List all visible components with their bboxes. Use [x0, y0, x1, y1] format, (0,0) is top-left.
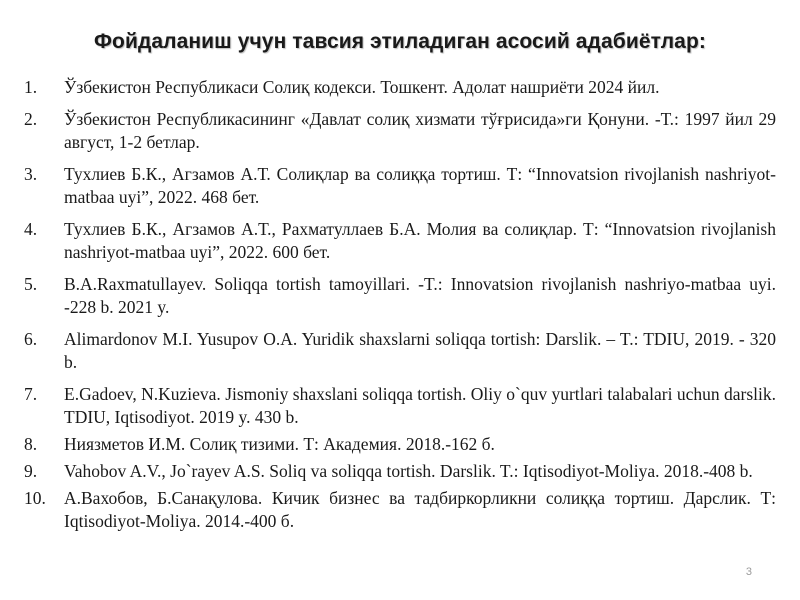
reference-item — [24, 76, 776, 99]
reference-text: B.A.Raxmatullayev. Soliqqa tortish tamoyillari. -T.: Innovatsion rivojlanish nashriyo-matbaa uyi. -228 b. 2021 y. — [64, 274, 776, 317]
reference-text: Ўзбекистон Республикасининг «Давлат солиқ хизмати тўғрисида»ги Қонуни. -Т.: 1997 йил 29 август, 1-2 бетлар. — [64, 109, 776, 152]
reference-item — [24, 108, 776, 154]
reference-number: 9. — [24, 461, 38, 481]
reference-item — [24, 383, 776, 429]
reference-item — [24, 163, 776, 209]
reference-text: Alimardonov M.I. Yusupov O.A. Yuridik shaxslarni soliqqa tortish: Darslik. – T.: TDIU, 2019. - 320 b. — [64, 329, 776, 372]
reference-number: 3. — [24, 164, 38, 184]
reference-number: 2. — [24, 109, 38, 129]
reference-number: 10. — [24, 488, 46, 508]
reference-number: 6. — [24, 329, 38, 349]
reference-number: 7. — [24, 384, 38, 404]
reference-item — [24, 460, 776, 483]
reference-number: 5. — [24, 274, 38, 294]
reference-text: Vahobov A.V., Jo`rayev A.S. Soliq va soliqqa tortish. Darslik. T.: Iqtisodiyot-Moliya. 2018.-408 b. — [64, 461, 753, 481]
reference-item — [24, 433, 776, 456]
reference-text: Тухлиев Б.К., Агзамов А.Т. Солиқлар ва солиққа тортиш. Т: “Innovatsion rivojlanish nashriyot-matbaa uyi”, 2022. 468 бет. — [64, 164, 776, 207]
slide-title: Фойдаланиш учун тавсия этиладиган асосий адабиётлар: — [94, 30, 706, 53]
reference-item — [24, 328, 776, 374]
reference-number: 1. — [24, 77, 38, 97]
reference-text: А.Вахобов, Б.Санақулова. Кичик бизнес ва тадбиркорликни солиққа тортиш. Дарслик. Т: Iqtisodiyot-Moliya. 2014.-400 б. — [64, 488, 776, 531]
reference-item — [24, 487, 776, 533]
reference-list — [24, 76, 776, 537]
reference-text: Ўзбекистон Республикаси Солиқ кодекси. Тошкент. Адолат нашриёти 2024 йил. — [64, 77, 660, 97]
reference-number: 8. — [24, 434, 38, 454]
page-number: 3 — [745, 566, 752, 578]
reference-number: 4. — [24, 219, 38, 239]
reference-text: E.Gadoev, N.Kuzieva. Jismoniy shaxslani soliqqa tortish. Oliy o`quv yurtlari talabalari uchun darslik. TDIU, Iqtisodiyot. 2019 y. 430 b. — [64, 384, 776, 427]
reference-item — [24, 273, 776, 319]
reference-item — [24, 218, 776, 264]
reference-text: Тухлиев Б.К., Агзамов А.Т., Рахматуллаев Б.А. Молия ва солиқлар. Т: “Innovatsion rivojlanish nashriyot-matbaa uyi”, 2022. 600 бет. — [64, 219, 776, 262]
reference-text: Ниязметов И.М. Солиқ тизими. Т: Академия. 2018.-162 б. — [64, 434, 495, 454]
